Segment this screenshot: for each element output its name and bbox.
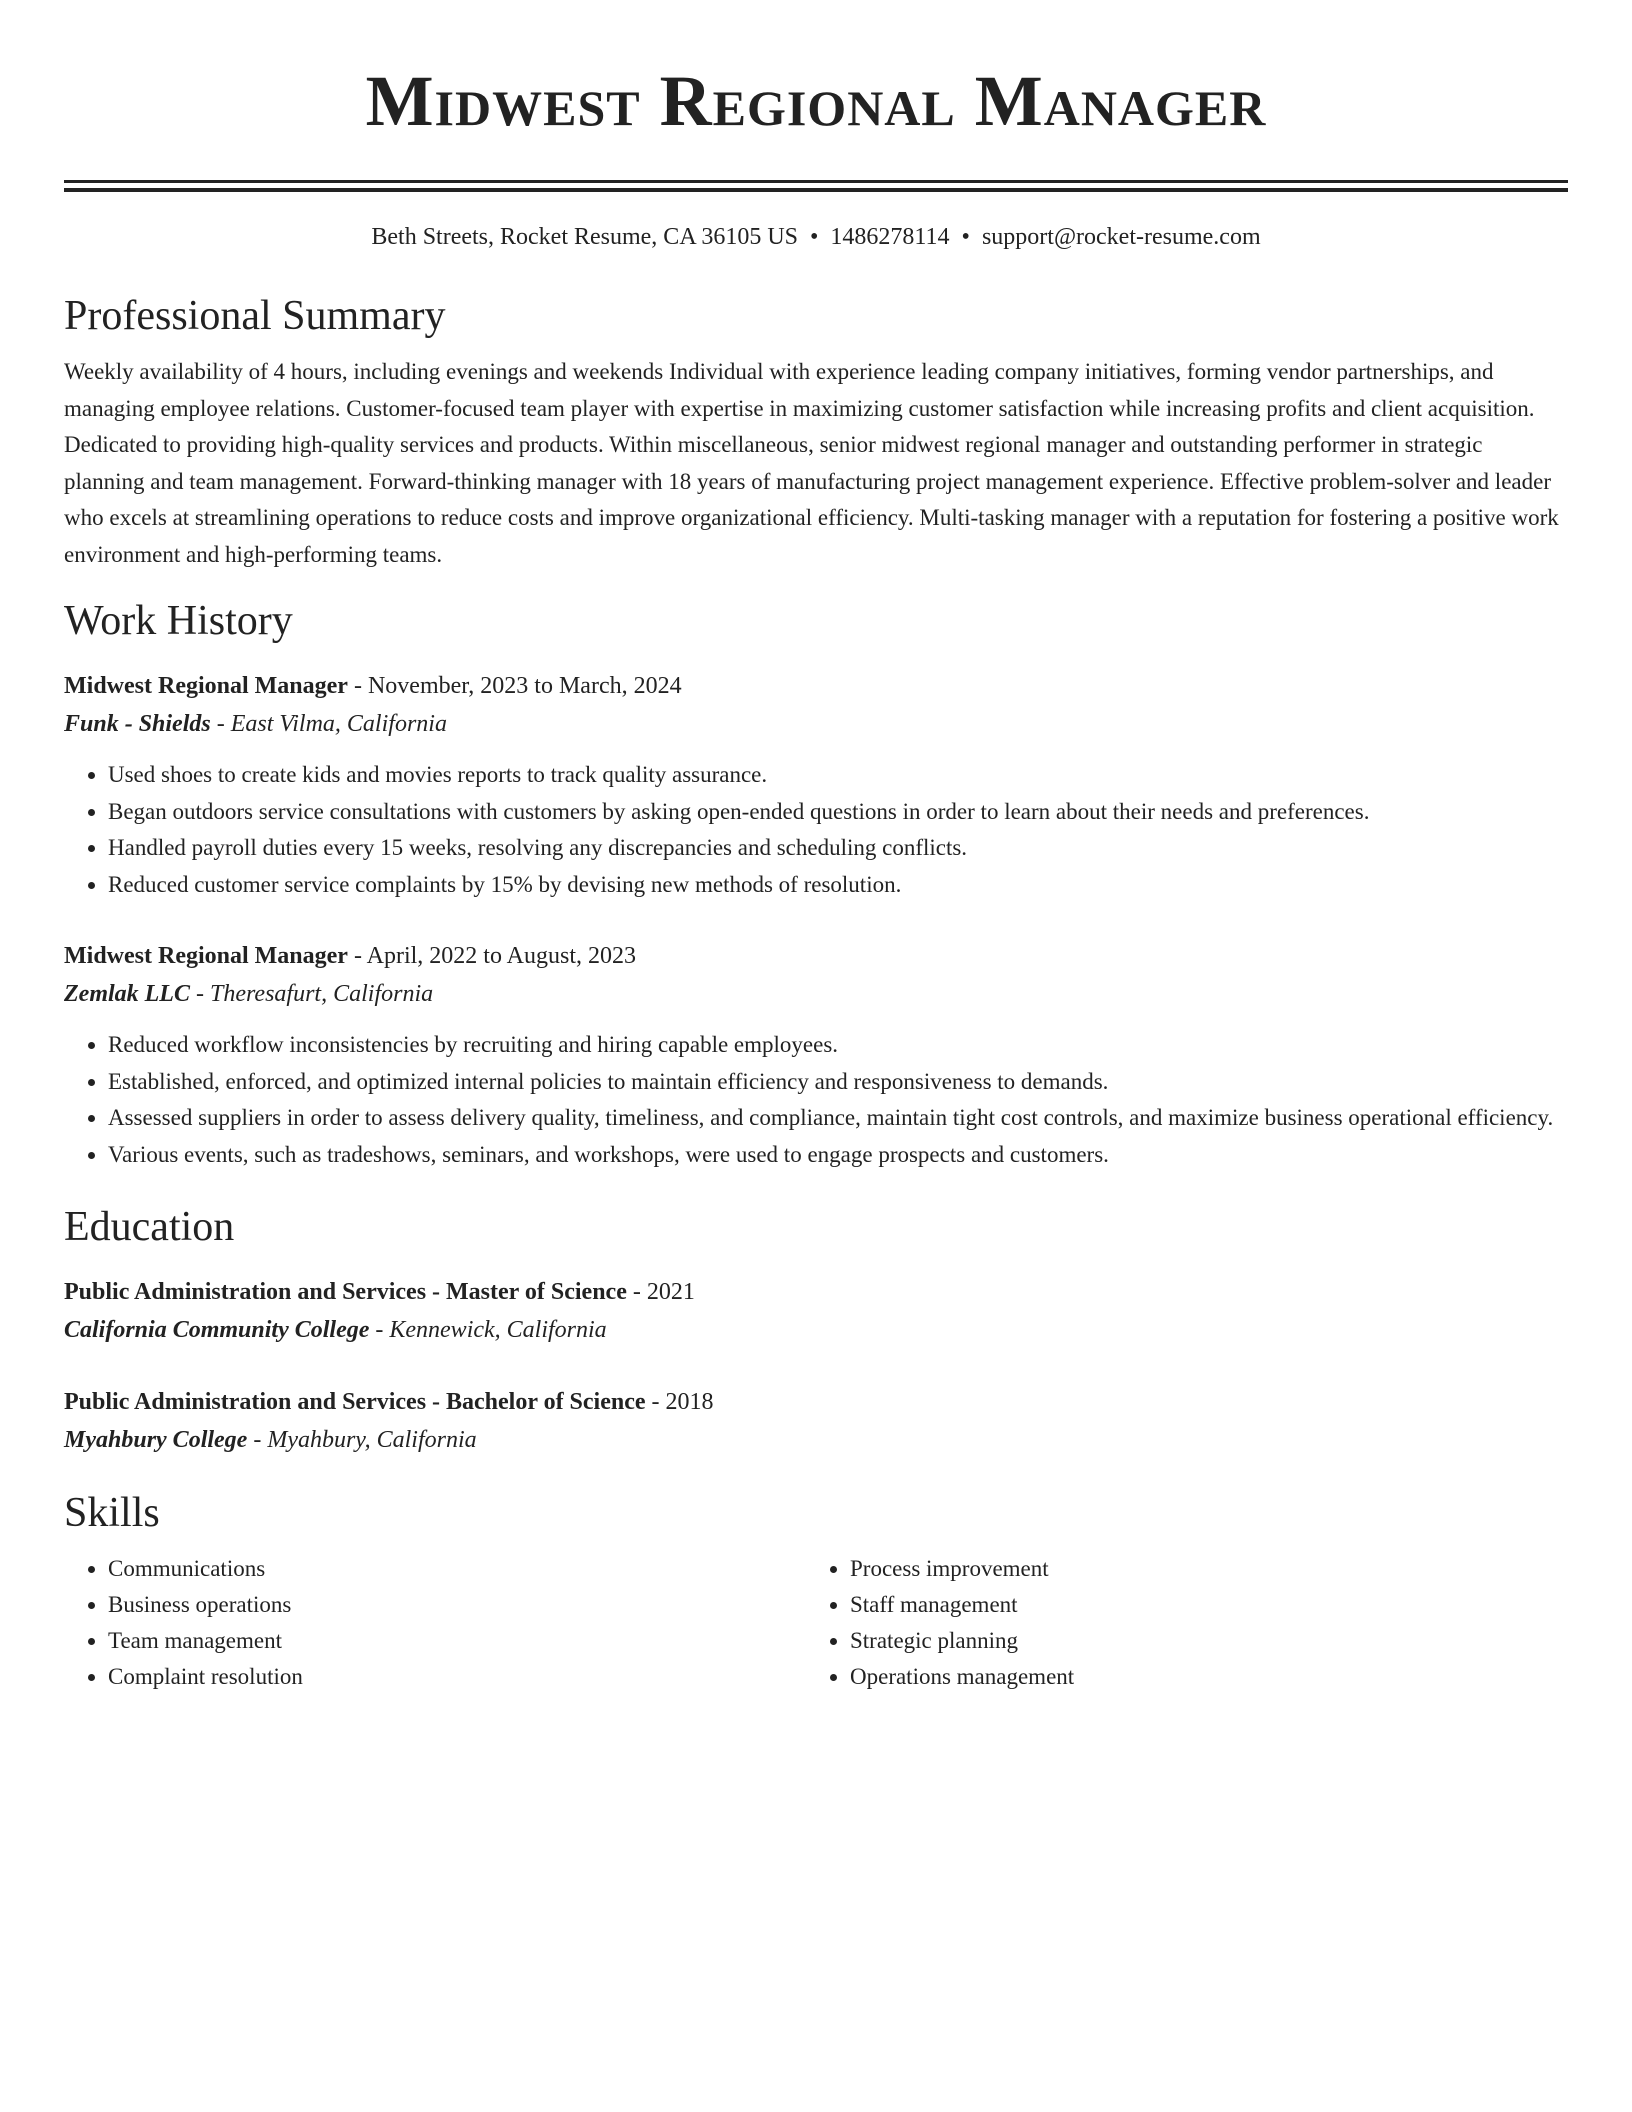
education-degree-line xyxy=(64,1383,1568,1421)
job-bullets xyxy=(64,757,1568,903)
contact-separator: • xyxy=(810,224,819,250)
job-title-line xyxy=(64,667,1568,705)
job-bullet: • Used shoes to create kids and movies reports to track quality assurance. xyxy=(108,757,1568,794)
job-dates: - November, 2023 to March, 2024 xyxy=(347,673,682,699)
education-school: Myahbury College xyxy=(64,1427,248,1453)
section-heading-skills: Skills xyxy=(64,1490,160,1536)
education-degree-line xyxy=(64,1273,1568,1311)
job-title: Midwest Regional Manager xyxy=(64,943,348,969)
job-bullet: • Assessed suppliers in order to assess delivery quality, timeliness, and compliance, maintain tight cost controls, and maximize business operational efficiency. xyxy=(108,1100,1568,1137)
skill-item: • Business operations xyxy=(108,1587,806,1623)
contact-phone: 1486278114 xyxy=(830,224,950,250)
contact-line xyxy=(64,222,1568,252)
header-rule-bottom xyxy=(64,188,1568,192)
contact-separator: • xyxy=(961,224,970,250)
skill-item: • Communications xyxy=(108,1551,806,1587)
education-location: - Kennewick, California xyxy=(369,1317,607,1343)
job-company-line xyxy=(64,705,1568,743)
job-bullet: • Handled payroll duties every 15 weeks, resolving any discrepancies and scheduling conflicts. xyxy=(108,830,1568,867)
job-title-line xyxy=(64,937,1568,975)
skill-item: • Staff management xyxy=(850,1587,1548,1623)
job-bullets xyxy=(64,1027,1568,1173)
job-entry xyxy=(64,667,1568,903)
summary-text: Weekly availability of 4 hours, including evenings and weekends Individual with experience leading company initiatives, forming vendor partnerships, and managing employee relations. Customer-focused team player with expertise in maximizing customer satisfaction while increasing profits and client acquisition. Dedicated to providing high-quality services and products. Within miscellaneous, senior midwest regional manager and outstanding performer in strategic planning and team management. Forward-thinking manager with 18 years of manufacturing project management experience. Effective problem-solver and leader who excels at streamlining operations to reduce costs and improve organizational efficiency. Multi-tasking manager with a reputation for fostering a positive work environment and high-performing teams. xyxy=(64,359,1559,567)
skill-item: • Process improvement xyxy=(850,1551,1548,1587)
skill-item: • Complaint resolution xyxy=(108,1659,806,1695)
education-entry xyxy=(64,1383,1568,1459)
education-school-line xyxy=(64,1421,1568,1459)
education-entry xyxy=(64,1273,1568,1349)
education-year: - 2021 xyxy=(626,1279,695,1305)
skills-list-left xyxy=(64,1551,806,1695)
job-company: Funk - Shields xyxy=(64,711,211,737)
skill-item: • Team management xyxy=(108,1623,806,1659)
job-bullet: • Began outdoors service consultations with customers by asking open-ended questions in order to learn about their needs and preferences. xyxy=(108,794,1568,831)
contact-email: support@rocket-resume.com xyxy=(981,224,1261,250)
job-entry xyxy=(64,937,1568,1173)
section-heading-work-history: Work History xyxy=(64,598,293,644)
job-bullet: • Reduced workflow inconsistencies by recruiting and hiring capable employees. xyxy=(108,1027,1568,1064)
education-school: California Community College xyxy=(64,1317,370,1343)
section-heading-summary: Professional Summary xyxy=(64,293,446,339)
job-company: Zemlak LLC xyxy=(64,981,190,1007)
resume-title: Midwest Regional Manager xyxy=(365,61,1267,141)
job-dates: - April, 2022 to August, 2023 xyxy=(347,943,636,969)
job-company-line xyxy=(64,975,1568,1013)
education-degree: Public Administration and Services - Bachelor of Science xyxy=(64,1389,646,1415)
job-bullet: • Established, enforced, and optimized internal policies to maintain efficiency and responsiveness to demands. xyxy=(108,1064,1568,1101)
job-bullet: • Various events, such as tradeshows, seminars, and workshops, were used to engage prospects and customers. xyxy=(108,1137,1568,1174)
job-location: - Theresafurt, California xyxy=(189,981,434,1007)
job-bullet: • Reduced customer service complaints by 15% by devising new methods of resolution. xyxy=(108,867,1568,904)
skills-columns xyxy=(64,1551,1568,1695)
education-year: - 2018 xyxy=(645,1389,714,1415)
education-school-line xyxy=(64,1311,1568,1349)
section-heading-education: Education xyxy=(64,1204,235,1250)
skills-list-right xyxy=(806,1551,1548,1695)
education-degree: Public Administration and Services - Master of Science xyxy=(64,1279,627,1305)
education-location: - Myahbury, California xyxy=(247,1427,477,1453)
contact-address: Beth Streets, Rocket Resume, CA 36105 US xyxy=(371,224,799,250)
job-title: Midwest Regional Manager xyxy=(64,673,348,699)
job-location: - East Vilma, California xyxy=(210,711,447,737)
skill-item: • Strategic planning xyxy=(850,1623,1548,1659)
skill-item: • Operations management xyxy=(850,1659,1548,1695)
header-rule-top xyxy=(64,180,1568,183)
